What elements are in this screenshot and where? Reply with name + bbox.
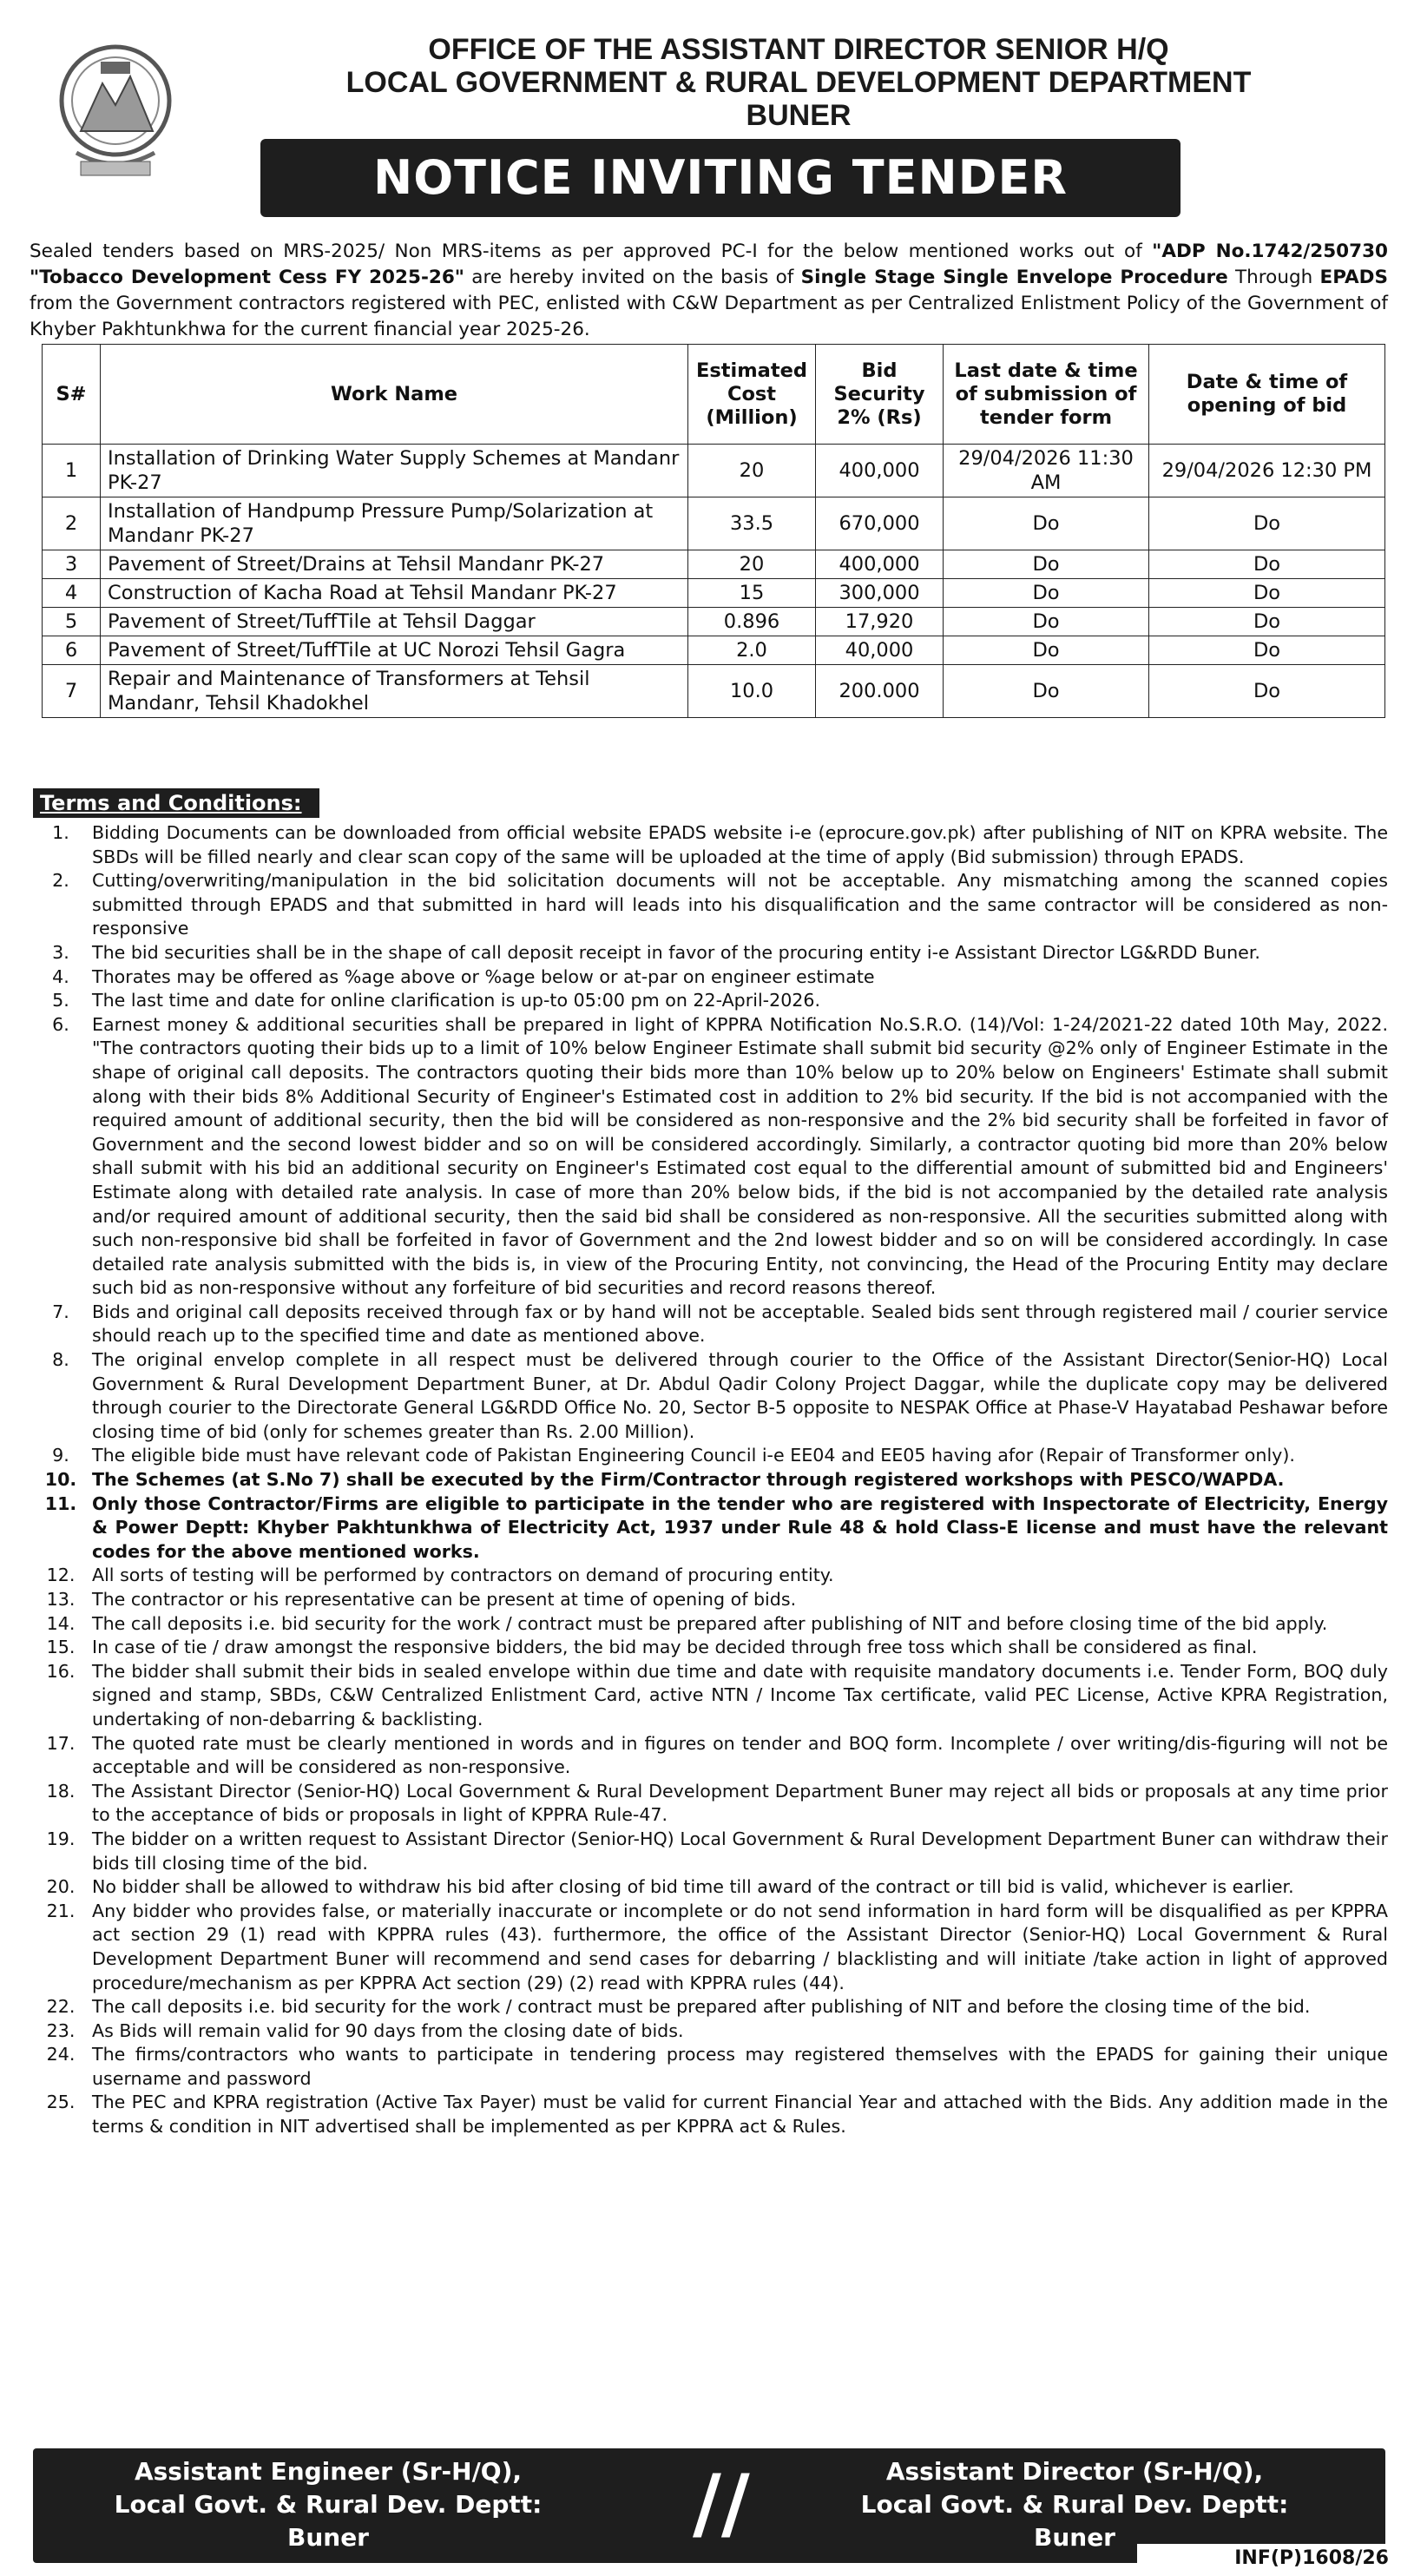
office-title	[217, 33, 1380, 132]
term-text: Only those Contractor/Firms are eligible to participate in the tender who are registered with Inspectorate of Electricity, Energy & Power Deptt: Khyber Pakhtunkhwa of Electricity Act, 1937 under Rule 48 & hold Class-E license and must have the relevant codes for the above mentioned works.	[92, 1492, 1388, 1562]
header-sn: S#	[43, 345, 101, 445]
list-item	[30, 1612, 1388, 1637]
cell-estimated-cost: 15	[688, 579, 816, 608]
signature-assistant-engineer	[85, 2455, 571, 2554]
list-item	[30, 1900, 1388, 1995]
cell-sn: 1	[43, 445, 101, 497]
list-item	[30, 1588, 1388, 1612]
term-number: 10.	[44, 1469, 77, 1491]
list-item	[30, 2019, 1388, 2044]
table-row	[43, 550, 1385, 579]
cell-bid-security: 300,000	[816, 579, 944, 608]
intro-procedure: Single Stage Single Envelope Procedure	[800, 267, 1228, 288]
cell-opening-date: Do	[1149, 665, 1385, 718]
term-text: The bidder on a written request to Assistant Director (Senior-HQ) Local Government & Rural Development Department Buner can withdraw their bids till closing time of the bid.	[92, 1828, 1388, 1874]
cell-last-date: Do	[944, 579, 1149, 608]
term-number: 12.	[46, 1565, 76, 1586]
term-text: No bidder shall be allowed to withdraw his bid after closing of bid time till award of the contract or till bid is valid, whichever is earlier.	[92, 1876, 1294, 1898]
header-bid-security: Bid Security 2% (Rs)	[816, 345, 944, 445]
list-item	[30, 1348, 1388, 1444]
cell-last-date: Do	[944, 550, 1149, 579]
list-item	[30, 1660, 1388, 1732]
term-number: 20.	[46, 1876, 76, 1898]
cell-last-date: Do	[944, 636, 1149, 665]
terms-list	[30, 821, 1388, 2139]
cell-sn: 3	[43, 550, 101, 579]
list-item	[30, 2043, 1388, 2091]
term-text: The original envelop complete in all respect must be delivered through courier to the Office of the Assistant Director(Senior-HQ) Local Government & Rural Development Department Buner, at Dr. Abdul Qadir Colony Project Daggar, while the duplicate copy may be delivered through courier to the Directorate General LG&RDD Office No. 20, Sector B-5 opposite to NESPAK Office at Phase-V Hayatabad Peshawar before closing time of bid (only for schemes greater than Rs. 2.00 Million).	[92, 1349, 1388, 1442]
cell-last-date: Do	[944, 497, 1149, 550]
intro-text-4: from the Government contractors registered with PEC, enlisted with C&W Department as per Centralized Enlistment Policy of the Government of Khyber Pakhtunkhwa for the current financial year 2025-26.	[30, 293, 1388, 340]
cell-work-name: Construction of Kacha Road at Tehsil Mandanr PK-27	[101, 579, 688, 608]
intro-text-3: Through	[1227, 267, 1320, 288]
cell-estimated-cost: 10.0	[688, 665, 816, 718]
header	[35, 17, 1389, 233]
list-item	[30, 1732, 1388, 1780]
cell-work-name: Pavement of Street/TuffTile at Tehsil Daggar	[101, 608, 688, 636]
term-number: 11.	[44, 1492, 77, 1514]
term-text: Cutting/overwriting/manipulation in the bid solicitation documents will not be acceptable. Any mismatching among the scanned copies submitted through EPADS and that submitted in hard will leads into his disqualification and the same contractor will be considered as non-responsive	[92, 870, 1388, 939]
term-number: 17.	[46, 1732, 76, 1754]
sig-left-line-3: Buner	[286, 2523, 369, 2552]
cell-estimated-cost: 20	[688, 445, 816, 497]
cell-opening-date: Do	[1149, 497, 1385, 550]
cell-work-name: Pavement of Street/TuffTile at UC Norozi Tehsil Gagra	[101, 636, 688, 665]
table-row	[43, 579, 1385, 608]
term-text: The call deposits i.e. bid security for the work / contract must be prepared after publishing of NIT and before the closing time of the bid.	[92, 1996, 1311, 2018]
cell-sn: 2	[43, 497, 101, 550]
terms-heading: Terms and Conditions:	[33, 788, 319, 818]
list-item	[30, 941, 1388, 965]
term-text: The bid securities shall be in the shape of call deposit receipt in favor of the procuring entity i-e Assistant Director LG&RDD Buner.	[92, 941, 1260, 963]
term-number: 6.	[52, 1013, 69, 1035]
cell-sn: 7	[43, 665, 101, 718]
list-item	[30, 1875, 1388, 1900]
term-number: 1.	[52, 822, 69, 843]
cell-sn: 5	[43, 608, 101, 636]
cell-last-date: 29/04/2026 11:30 AM	[944, 445, 1149, 497]
term-number: 21.	[46, 1900, 76, 1921]
list-item	[30, 1492, 1388, 1565]
cell-bid-security: 40,000	[816, 636, 944, 665]
list-item	[30, 1636, 1388, 1660]
list-item	[30, 869, 1388, 941]
list-item	[30, 1301, 1388, 1348]
list-item	[30, 1564, 1388, 1588]
term-text: Bidding Documents can be downloaded from official website EPADS website i-e (eprocure.gov.pk) after publishing of NIT on KPRA website. The SBDs will be filled nearly and clear scan copy of the same will be uploaded at the time of apply (Bid submission) through EPADS.	[92, 822, 1388, 867]
list-item	[30, 965, 1388, 990]
term-text: Thorates may be offered as %age above or %age below or at-par on engineer estimate	[92, 965, 875, 987]
reference-number: INF(P)1608/26	[1137, 2544, 1392, 2573]
cell-opening-date: Do	[1149, 550, 1385, 579]
term-number: 16.	[46, 1660, 76, 1682]
cell-opening-date: Do	[1149, 608, 1385, 636]
term-text: In case of tie / draw amongst the responsive bidders, the bid may be decided through free toss which shall be considered as final.	[92, 1637, 1258, 1658]
cell-sn: 6	[43, 636, 101, 665]
list-item	[30, 989, 1388, 1013]
cell-work-name: Pavement of Street/Drains at Tehsil Mandanr PK-27	[101, 550, 688, 579]
table-row	[43, 636, 1385, 665]
cell-bid-security: 670,000	[816, 497, 944, 550]
term-number: 8.	[52, 1349, 69, 1371]
cell-estimated-cost: 2.0	[688, 636, 816, 665]
table-row	[43, 665, 1385, 718]
cell-estimated-cost: 20	[688, 550, 816, 579]
notice-banner: NOTICE INVITING TENDER	[260, 139, 1181, 217]
term-text: The quoted rate must be clearly mentioned in words and in figures on tender and BOQ form. Incomplete / over writing/dis-figuring will not be acceptable and will be considered as non-responsive.	[92, 1732, 1388, 1778]
government-emblem-logo	[50, 31, 181, 188]
term-number: 4.	[52, 965, 69, 987]
intro-paragraph	[30, 239, 1388, 343]
term-number: 3.	[52, 941, 69, 963]
divider-slashes: //	[693, 2458, 750, 2549]
cell-opening-date: Do	[1149, 579, 1385, 608]
list-item	[30, 1444, 1388, 1468]
intro-epads: EPADS	[1319, 267, 1388, 288]
list-item	[30, 1780, 1388, 1828]
cell-work-name: Installation of Drinking Water Supply Schemes at Mandanr PK-27	[101, 445, 688, 497]
term-text: The bidder shall submit their bids in sealed envelope within due time and date with requisite mandatory documents i.e. Tender Form, BOQ duly signed and stamp, SBDs, C&W Centralized Enlistment Card, active NTN / Income Tax certificate, valid PEC License, Active KPRA Registration, undertaking of non-debarring & backlisting.	[92, 1660, 1388, 1729]
header-work-name: Work Name	[101, 345, 688, 445]
term-text: The PEC and KPRA registration (Active Tax Payer) must be valid for current Financial Year and attached with the Bids. Any addition made in the terms & condition in NIT advertised shall be implemented as per KPPRA act & Rules.	[92, 2092, 1388, 2138]
sig-left-line-2: Local Govt. & Rural Dev. Deptt:	[114, 2490, 543, 2519]
term-text: The eligible bide must have relevant code of Pakistan Engineering Council i-e EE04 and EE05 having afor (Repair of Transformer only).	[92, 1445, 1295, 1466]
term-number: 24.	[46, 2044, 76, 2065]
cell-bid-security: 200.000	[816, 665, 944, 718]
cell-sn: 4	[43, 579, 101, 608]
term-text: The Assistant Director (Senior-HQ) Local Government & Rural Development Department Buner may reject all bids or proposals at any time prior to the acceptance of bids or proposals in light of KPPRA Rule-47.	[92, 1780, 1388, 1826]
list-item	[30, 821, 1388, 869]
term-text: The firms/contractors who wants to participate in tendering process may registered themselves with the EPADS for gaining their unique username and password	[92, 2044, 1388, 2089]
table-row	[43, 497, 1385, 550]
term-text: Earnest money & additional securities shall be prepared in light of KPPRA Notification No.S.R.O. (14)/Vol: 1-24/2021-22 dated 10th May, 2022. "The contractors quoting their bids up to a limit of 10% below Engineer Estimate shall submit bid security @2% only of Engineer Estimate in the shape of original call deposits. The contractors quoting their bids more than 10% below up to 20% below on Engineers' Estimate shall submit along with their bids 8% Additional Security of Engineer's Estimated cost in addition to 2% bid security. If the bid is not accompanied with the required amount of additional security, then the bid will be considered as non-responsive and the 2% bid security shall be forfeited in favor of Government and the second lowest bidder and so on will be considered accordingly. Similarly, a contractor quoting bid more than 20% below shall submit with his bid an additional security on Engineer's Estimated cost equal to the differential amount of submitted bid and Engineers' Estimate along with detailed rate analysis. In case of more than 20% below bids, if the bid is not accompanied by the detailed rate analysis and/or required amount of additional security, then the said bid shall be considered as non-responsive. All the securities submitted along with such non-responsive bid shall be forfeited in favor of Government and the 2nd lowest bidder and so on will be considered accordingly. In case detailed rate analysis submitted with the bids is, in view of the Procuring Entity, not convincing, the Head of the Procuring Entity may declare such bid as non-responsive without any forfeiture of bid securities and record reasons thereof.	[92, 1013, 1388, 1299]
term-text: Any bidder who provides false, or materially inaccurate or incomplete or do not send information in hard form will be disqualified as per KPPRA act section 29 (1) read with KPPRA rules (43). furthermore, the office of the Assistant Director (Senior-HQ) Local Government & Rural Development Department Buner will recommend and send cases for debarring / blacklisting and will initiate /take action in light of approved procedure/mechanism as per KPPRA Act section (29) (2) read with KPPRA rules (44).	[92, 1900, 1388, 1993]
sig-right-line-2: Local Govt. & Rural Dev. Deptt:	[860, 2490, 1289, 2519]
term-number: 18.	[46, 1780, 76, 1802]
works-table	[42, 344, 1385, 718]
list-item	[30, 1828, 1388, 1875]
cell-bid-security: 400,000	[816, 550, 944, 579]
term-text: All sorts of testing will be performed by contractors on demand of procuring entity.	[92, 1565, 834, 1586]
intro-text-2: are hereby invited on the basis of	[464, 267, 801, 288]
intro-adp: "ADP No.1742/250730 "Tobacco Development Cess FY 2025-26"	[30, 240, 1389, 288]
cell-work-name: Repair and Maintenance of Transformers at Tehsil Mandanr, Tehsil Khadokhel	[101, 665, 688, 718]
cell-last-date: Do	[944, 665, 1149, 718]
cell-last-date: Do	[944, 608, 1149, 636]
intro-text-1: Sealed tenders based on MRS-2025/ Non MRS-items as per approved PC-I for the below mentioned works out of	[30, 240, 1153, 262]
office-line-2: LOCAL GOVERNMENT & RURAL DEVELOPMENT DEPARTMENT	[345, 66, 1252, 99]
term-number: 9.	[52, 1445, 69, 1466]
cell-opening-date: Do	[1149, 636, 1385, 665]
table-row	[43, 445, 1385, 497]
list-item	[30, 1013, 1388, 1301]
signature-assistant-director	[832, 2455, 1318, 2554]
term-number: 2.	[52, 870, 69, 892]
table-row	[43, 608, 1385, 636]
term-text: The last time and date for online clarification is up-to 05:00 pm on 22-April-2026.	[92, 990, 821, 1011]
term-text: The Schemes (at S.No 7) shall be executed by the Firm/Contractor through registered workshops with PESCO/WAPDA.	[92, 1469, 1285, 1491]
term-number: 13.	[46, 1589, 76, 1610]
term-number: 7.	[52, 1301, 69, 1322]
term-text: The call deposits i.e. bid security for the work / contract must be prepared after publishing of NIT and before closing time of the bid apply.	[92, 1612, 1328, 1634]
cell-estimated-cost: 33.5	[688, 497, 816, 550]
sig-right-line-3: Buner	[1033, 2523, 1115, 2552]
cell-estimated-cost: 0.896	[688, 608, 816, 636]
header-opening-date: Date & time of opening of bid	[1149, 345, 1385, 445]
term-number: 5.	[52, 990, 69, 1011]
term-number: 14.	[46, 1612, 76, 1634]
cell-bid-security: 17,920	[816, 608, 944, 636]
sig-right-line-1: Assistant Director (Sr-H/Q),	[885, 2457, 1264, 2486]
cell-bid-security: 400,000	[816, 445, 944, 497]
term-text: Bids and original call deposits received through fax or by hand will not be acceptable. Sealed bids sent through registered mail / courier service should reach up to the specified time and date as mentioned above.	[92, 1301, 1388, 1347]
term-number: 25.	[46, 2092, 76, 2113]
list-item	[30, 1995, 1388, 2019]
cell-opening-date: 29/04/2026 12:30 PM	[1149, 445, 1385, 497]
list-item	[30, 2091, 1388, 2138]
office-line-1: OFFICE OF THE ASSISTANT DIRECTOR SENIOR H/Q	[428, 33, 1169, 66]
term-number: 22.	[46, 1996, 76, 2018]
term-text: As Bids will remain valid for 90 days from the closing date of bids.	[92, 2019, 684, 2041]
term-text: The contractor or his representative can be present at time of opening of bids.	[92, 1589, 797, 1610]
sig-left-line-1: Assistant Engineer (Sr-H/Q),	[134, 2457, 523, 2486]
table-header-row	[43, 345, 1385, 445]
term-number: 15.	[46, 1637, 76, 1658]
cell-work-name: Installation of Handpump Pressure Pump/Solarization at Mandanr PK-27	[101, 497, 688, 550]
list-item	[30, 1468, 1388, 1492]
header-estimated-cost: Estimated Cost (Million)	[688, 345, 816, 445]
header-last-date: Last date & time of submission of tender form	[944, 345, 1149, 445]
term-number: 23.	[46, 2019, 76, 2041]
term-number: 19.	[46, 1828, 76, 1849]
office-line-3: BUNER	[746, 99, 852, 132]
